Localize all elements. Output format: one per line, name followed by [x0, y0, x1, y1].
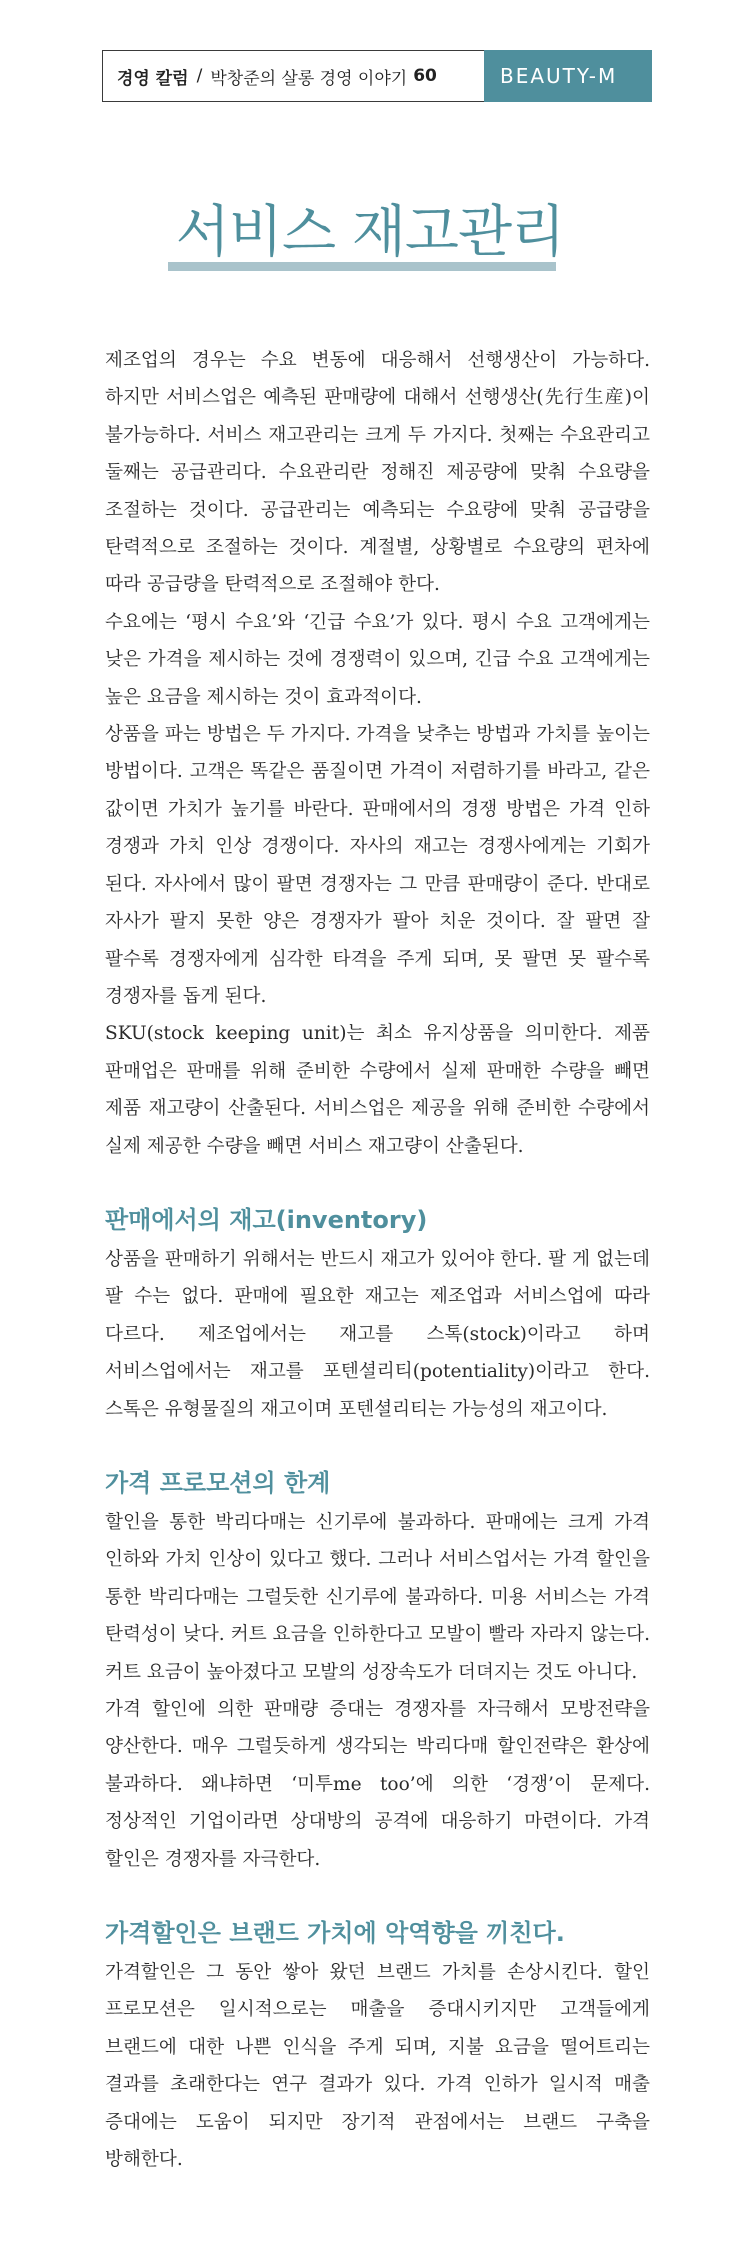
- paragraph: 할인을 통한 박리다매는 신기루에 불과하다. 판매에는 크게 가격 인하와 가치 인상이 있다고 했다. 그러나 서비스업서는 가격 할인을 통한 박리다매는 그럴듯한 신기루에 불과하다. 미용 서비스는 가격 탄력성이 낮다. 커트 요금을 인하한다고 모발이 빨라 자라지 않는다. 커트 요금이 높아졌다고 모발의 성장속도가 더뎌지는 것도 아니다.: [105, 1511, 650, 1683]
- series-title: 박창준의 살롱 경영 이야기: [210, 68, 408, 89]
- column-label: 경영 칼럼: [117, 68, 189, 89]
- brand-name: BEAUTY-M: [500, 64, 618, 88]
- column-header: [102, 50, 652, 102]
- section-heading: 판매에서의 재고(inventory): [105, 1205, 428, 1234]
- paragraph: 제조업의 경우는 수요 변동에 대응해서 선행생산이 가능하다. 하지만 서비스업은 예측된 판매량에 대해서 선행생산(先行生産)이 불가능하다. 서비스 재고관리는 크게 두 가지다. 첫째는 수요관리고 둘째는 공급관리다. 수요관리란 정해진 제공량에 맞춰 수요량을 조절하는 것이다. 공급관리는 예측되는 수요량에 맞춰 공급량을 탄력적으로 조절하는 것이다. 계절별, 상황별로 수요량의 편차에 따라 공급량을 탄력적으로 조절해야 한다.: [105, 350, 650, 596]
- article-title: 서비스 재고관리: [175, 200, 565, 265]
- paragraph: 상품을 판매하기 위해서는 반드시 재고가 있어야 한다. 팔 게 없는데 팔 수는 없다. 판매에 필요한 재고는 제조업과 서비스업에 따라 다르다. 제조업에서는 재고를 스톡(stock)이라고 하며 서비스업에서는 재고를 포텐셜리티(potentiality)이라고 한다. 스톡은 유형물질의 재고이며 포텐셜리티는 가능성의 재고이다.: [105, 1248, 650, 1420]
- header-separator: /: [196, 66, 203, 86]
- paragraph: 상품을 파는 방법은 두 가지다. 가격을 낮추는 방법과 가치를 높이는 방법이다. 고객은 똑같은 품질이면 가격이 저렴하기를 바라고, 같은 값이면 가치가 높기를 바란다. 판매에서의 경쟁 방법은 가격 인하 경쟁과 가치 인상 경쟁이다. 자사의 재고는 경쟁사에게는 기회가 된다. 자사에서 많이 팔면 경쟁자는 그 만큼 판매량이 준다. 반대로 자사가 팔지 못한 양은 경쟁자가 팔아 치운 것이다. 잘 팔면 잘 팔수록 경쟁자에게 심각한 타격을 주게 되며, 못 팔면 못 팔수록 경쟁자를 돕게 된다.: [105, 724, 650, 1007]
- section-heading: 가격할인은 브랜드 가치에 악역향을 끼친다.: [105, 1919, 565, 1948]
- article-body: [105, 342, 650, 2178]
- column-header-label: [102, 50, 484, 102]
- section-heading: 가격 프로모션의 한계: [105, 1468, 331, 1497]
- brand-tag: [484, 50, 652, 102]
- paragraph: 수요에는 ‘평시 수요’와 ‘긴급 수요’가 있다. 평시 수요 고객에게는 낮은 가격을 제시하는 것에 경쟁력이 있으며, 긴급 수요 고객에게는 높은 요금을 제시하는 것이 효과적이다.: [105, 611, 650, 708]
- paragraph: SKU(stock keeping unit)는 최소 유지상품을 의미한다. 제품 판매업은 판매를 위해 준비한 수량에서 실제 판매한 수량을 빼면 제품 재고량이 산출된다. 서비스업은 제공을 위해 준비한 수량에서 실제 제공한 수량을 빼면 서비스 재고량이 산출된다.: [105, 1023, 650, 1157]
- issue-number: 60: [413, 66, 437, 86]
- paragraph: 가격할인은 그 동안 쌓아 왔던 브랜드 가치를 손상시킨다. 할인 프로모션은 일시적으로는 매출을 증대시키지만 고객들에게 브랜드에 대한 나쁜 인식을 주게 되며, 지불 요금을 떨어트리는 결과를 초래한다는 연구 결과가 있다. 가격 인하가 일시적 매출 증대에는 도움이 되지만 장기적 관점에서는 브랜드 구축을 방해한다.: [105, 1962, 650, 2171]
- paragraph: 가격 할인에 의한 판매량 증대는 경쟁자를 자극해서 모방전략을 양산한다. 매우 그럴듯하게 생각되는 박리다매 할인전략은 환상에 불과하다. 왜냐하면 ‘미투me too’에 의한 ‘경쟁’이 문제다. 정상적인 기업이라면 상대방의 공격에 대응하기 마련이다. 가격 할인은 경쟁자를 자극한다.: [105, 1699, 650, 1870]
- title-area: [0, 188, 740, 268]
